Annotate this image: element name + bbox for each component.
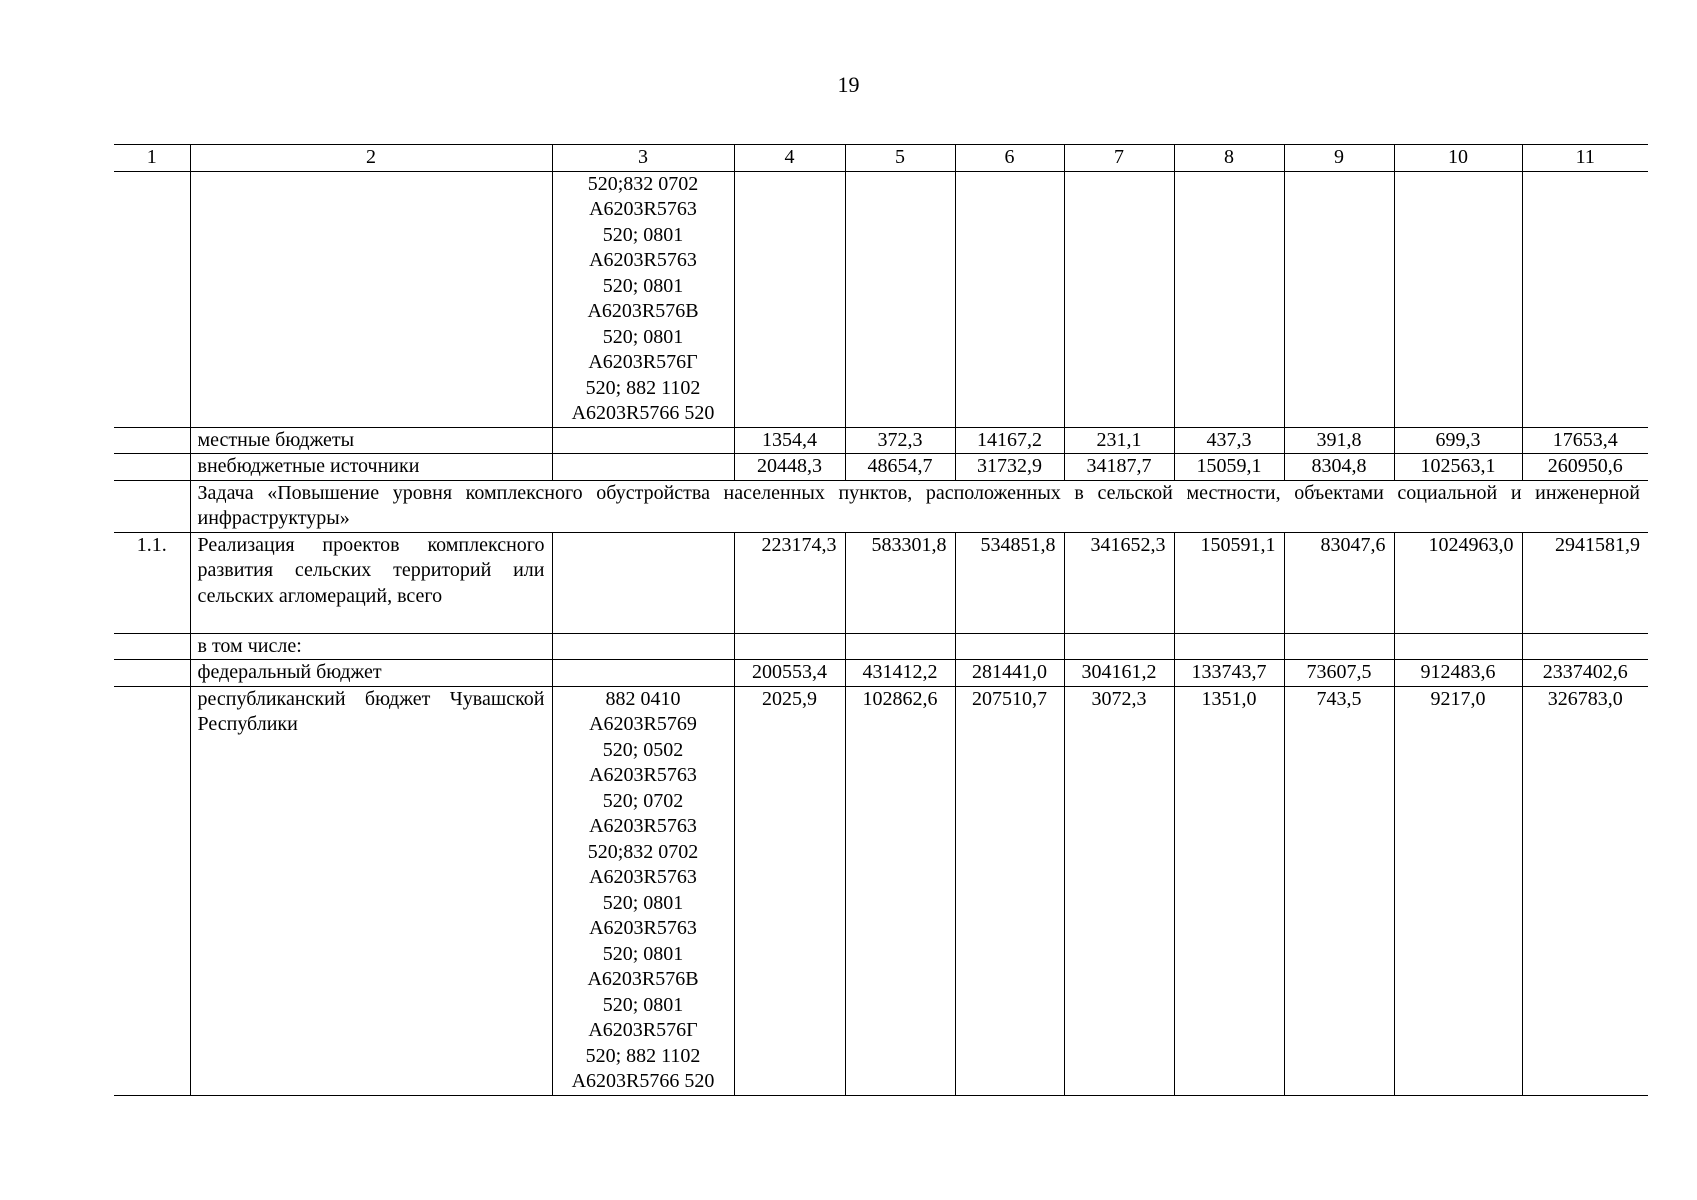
row-label: республиканский бюджет Чувашской Республики [190,686,552,1095]
value-cell: 1351,0 [1174,686,1284,1095]
value-cell: 281441,0 [955,660,1064,687]
value-cell: 9217,0 [1394,686,1522,1095]
local-budgets-row [114,427,1648,454]
budget-table [114,144,1648,1096]
budget-code-line: 520;832 0702 [587,840,699,863]
value-cell: 231,1 [1064,427,1174,454]
value-cell: 20448,3 [734,454,845,481]
value-cell: 83047,6 [1284,532,1394,633]
budget-code-line: А6203R5766 520 [571,1070,715,1092]
budget-code-line: 520; 0801 [602,325,684,348]
value-cell: 534851,8 [955,532,1064,633]
budget-code-line: 882 0410 [605,687,681,710]
row-label: местные бюджеты [190,427,552,454]
budget-code-line: А6203R5763 [589,866,697,888]
column-number: 11 [1522,145,1648,172]
budget-code-line: А6203R5769 [589,713,697,735]
column-number: 10 [1394,145,1522,172]
column-number: 6 [955,145,1064,172]
budget-code-line: А6203R576Г [588,1019,698,1041]
column-number: 9 [1284,145,1394,172]
value-cell: 912483,6 [1394,660,1522,687]
budget-code-line: А6203R5763 [589,249,697,271]
budget-code-line: А6203R576В [587,968,699,990]
value-cell: 31732,9 [955,454,1064,481]
page-number: 19 [837,72,860,97]
item-number: 1.1. [114,532,190,633]
value-cell: 743,5 [1284,686,1394,1095]
value-cell: 223174,3 [734,532,845,633]
federal-budget-row [114,660,1648,687]
value-cell: 699,3 [1394,427,1522,454]
value-cell: 48654,7 [845,454,955,481]
budget-code-line: А6203R5763 [589,764,697,786]
budget-code-line: 520; 0702 [602,789,684,812]
column-number: 4 [734,145,845,172]
value-cell: 391,8 [1284,427,1394,454]
item-row [114,532,1648,633]
budget-code-line: 520; 0801 [602,942,684,965]
task-row [114,480,1648,532]
republican-budget-row [114,686,1648,1095]
row-label: в том числе: [190,633,552,660]
budget-code-line: 520; 882 1102 [585,376,701,399]
value-cell: 73607,5 [1284,660,1394,687]
budget-code-line: 520; 0801 [602,993,684,1016]
budget-code-line: 520; 0502 [602,738,684,761]
budget-code-line: А6203R5763 [589,815,697,837]
budget-codes-cell [552,686,734,1095]
value-cell: 150591,1 [1174,532,1284,633]
value-cell: 2337402,6 [1522,660,1648,687]
value-cell: 133743,7 [1174,660,1284,687]
value-cell: 431412,2 [845,660,955,687]
budget-code-line: 520; 0801 [602,891,684,914]
including-row [114,633,1648,660]
value-cell: 200553,4 [734,660,845,687]
value-cell: 102563,1 [1394,454,1522,481]
value-cell: 34187,7 [1064,454,1174,481]
budget-codes-cell [552,171,734,427]
column-number: 1 [114,145,190,172]
value-cell: 341652,3 [1064,532,1174,633]
value-cell: 2025,9 [734,686,845,1095]
value-cell: 2941581,9 [1522,532,1648,633]
column-number: 5 [845,145,955,172]
value-cell: 1024963,0 [1394,532,1522,633]
value-cell: 326783,0 [1522,686,1648,1095]
value-cell: 372,3 [845,427,955,454]
item-title: Реализация проектов комплексного развития сельских территорий или сельских агломераций, всего [190,532,552,633]
column-number-row [114,145,1648,172]
budget-code-line: 520; 882 1102 [585,1044,701,1067]
value-cell: 17653,4 [1522,427,1648,454]
extrabudgetary-row [114,454,1648,481]
value-cell: 583301,8 [845,532,955,633]
value-cell: 304161,2 [1064,660,1174,687]
value-cell: 260950,6 [1522,454,1648,481]
budget-code-line: А6203R576Г [588,351,698,373]
value-cell: 15059,1 [1174,454,1284,481]
value-cell: 102862,6 [845,686,955,1095]
budget-code-line: 520;832 0702 [587,172,699,195]
value-cell: 14167,2 [955,427,1064,454]
value-cell: 1354,4 [734,427,845,454]
budget-code-line: 520; 0801 [602,223,684,246]
value-cell: 3072,3 [1064,686,1174,1095]
budget-code-line: А6203R5766 520 [571,402,715,424]
budget-code-line: 520; 0801 [602,274,684,297]
budget-code-line: А6203R5763 [589,917,697,939]
budget-code-line: А6203R5763 [589,198,697,220]
value-cell: 8304,8 [1284,454,1394,481]
task-text: Задача «Повышение уровня комплексного обустройства населенных пунктов, расположенных в сельской местности, объектами социальной и инженерной инфраструктуры» [190,480,1648,532]
budget-code-line: А6203R576В [587,300,699,322]
column-number: 8 [1174,145,1284,172]
value-cell: 437,3 [1174,427,1284,454]
value-cell: 207510,7 [955,686,1064,1095]
column-number: 2 [190,145,552,172]
row-label: внебюджетные источники [190,454,552,481]
column-number: 7 [1064,145,1174,172]
continued-codes-row [114,171,1648,427]
row-label: федеральный бюджет [190,660,552,687]
column-number: 3 [552,145,734,172]
